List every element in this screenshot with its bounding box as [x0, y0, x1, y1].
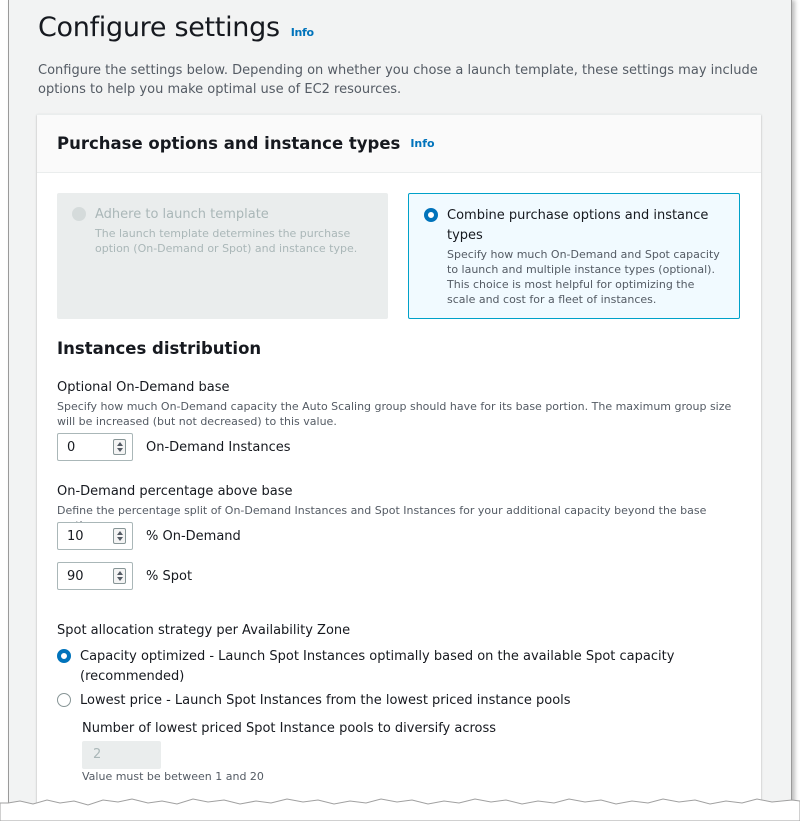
- stepper-icon[interactable]: [113, 528, 126, 544]
- ondemand-base-input[interactable]: [57, 433, 133, 461]
- ondemand-base-label: Optional On-Demand base: [57, 380, 230, 395]
- spot-percentage-input[interactable]: [57, 562, 133, 590]
- ondemand-base-description: Specify how much On-Demand capacity the Auto Scaling group should have for its base portion. The maximum group size will be increased (but not decreased) to this value.: [57, 400, 732, 428]
- percentage-label: On-Demand percentage above base: [57, 484, 293, 499]
- purchase-options-card: [37, 114, 761, 808]
- tile-combine-purchase-options[interactable]: [408, 193, 740, 319]
- radio-combine-options[interactable]: [424, 208, 438, 222]
- screenshot-frame: [8, 0, 792, 808]
- pools-label: Number of lowest priced Spot Instance pools to diversify across: [82, 721, 497, 736]
- radio-capacity-optimized[interactable]: [57, 649, 71, 663]
- pools-input[interactable]: 2: [82, 741, 161, 769]
- input-suffix: % Spot: [146, 568, 193, 584]
- tile-description: The launch template determines the purchase option (On-Demand or Spot) and instance type.: [95, 227, 358, 255]
- spot-percentage-row: [57, 562, 192, 590]
- page-title-text: Configure settings: [38, 12, 280, 43]
- stepper-icon[interactable]: [113, 439, 126, 455]
- input-value: 0: [67, 439, 76, 455]
- radio-label: Lowest price - Launch Spot Instances from the lowest priced instance pools: [80, 693, 571, 708]
- torn-paper-edge: [0, 790, 800, 821]
- section-title-distribution: Instances distribution: [57, 339, 262, 358]
- card-title: Purchase options and instance types: [57, 134, 401, 153]
- input-value: 10: [67, 528, 84, 544]
- page-title: [38, 12, 314, 43]
- input-suffix: On-Demand Instances: [146, 439, 291, 455]
- tile-title: Combine purchase options and instance types: [447, 208, 709, 243]
- card-info-link[interactable]: Info: [410, 137, 435, 150]
- strategy-option-lowest-price[interactable]: [57, 691, 720, 711]
- radio-label: Capacity optimized - Launch Spot Instances optimally based on the available Spot capacity (recommended): [80, 649, 675, 684]
- tile-description: Specify how much On-Demand and Spot capacity to launch and multiple instance types (optional). This choice is most helpful for optimizing the scale and cost for a fleet of instances.: [447, 248, 720, 306]
- ondemand-percentage-row: [57, 522, 241, 550]
- radio-adhere-template[interactable]: [72, 207, 86, 221]
- percentage-description: Define the percentage split of On-Demand Instances and Spot Instances for your additional capacity beyond the base: [57, 504, 707, 517]
- input-value: 90: [67, 568, 84, 584]
- pools-constraint-text: Value must be between 1 and 20: [82, 770, 264, 783]
- radio-lowest-price[interactable]: [57, 693, 71, 707]
- page-description: Configure the settings below. Depending on whether you chose a launch template, these settings may include options to help you make optimal use of EC2 resources.: [38, 63, 758, 97]
- page-info-link[interactable]: Info: [290, 26, 314, 39]
- strategy-label: Spot allocation strategy per Availability Zone: [57, 623, 351, 638]
- tile-title: Adhere to launch template: [95, 207, 269, 222]
- stepper-icon[interactable]: [113, 568, 126, 584]
- tile-adhere-launch-template[interactable]: [57, 193, 388, 319]
- strategy-option-capacity[interactable]: [57, 647, 720, 687]
- ondemand-base-row: [57, 433, 291, 461]
- card-header: [37, 115, 761, 173]
- ondemand-percentage-input[interactable]: [57, 522, 133, 550]
- input-suffix: % On-Demand: [146, 528, 241, 544]
